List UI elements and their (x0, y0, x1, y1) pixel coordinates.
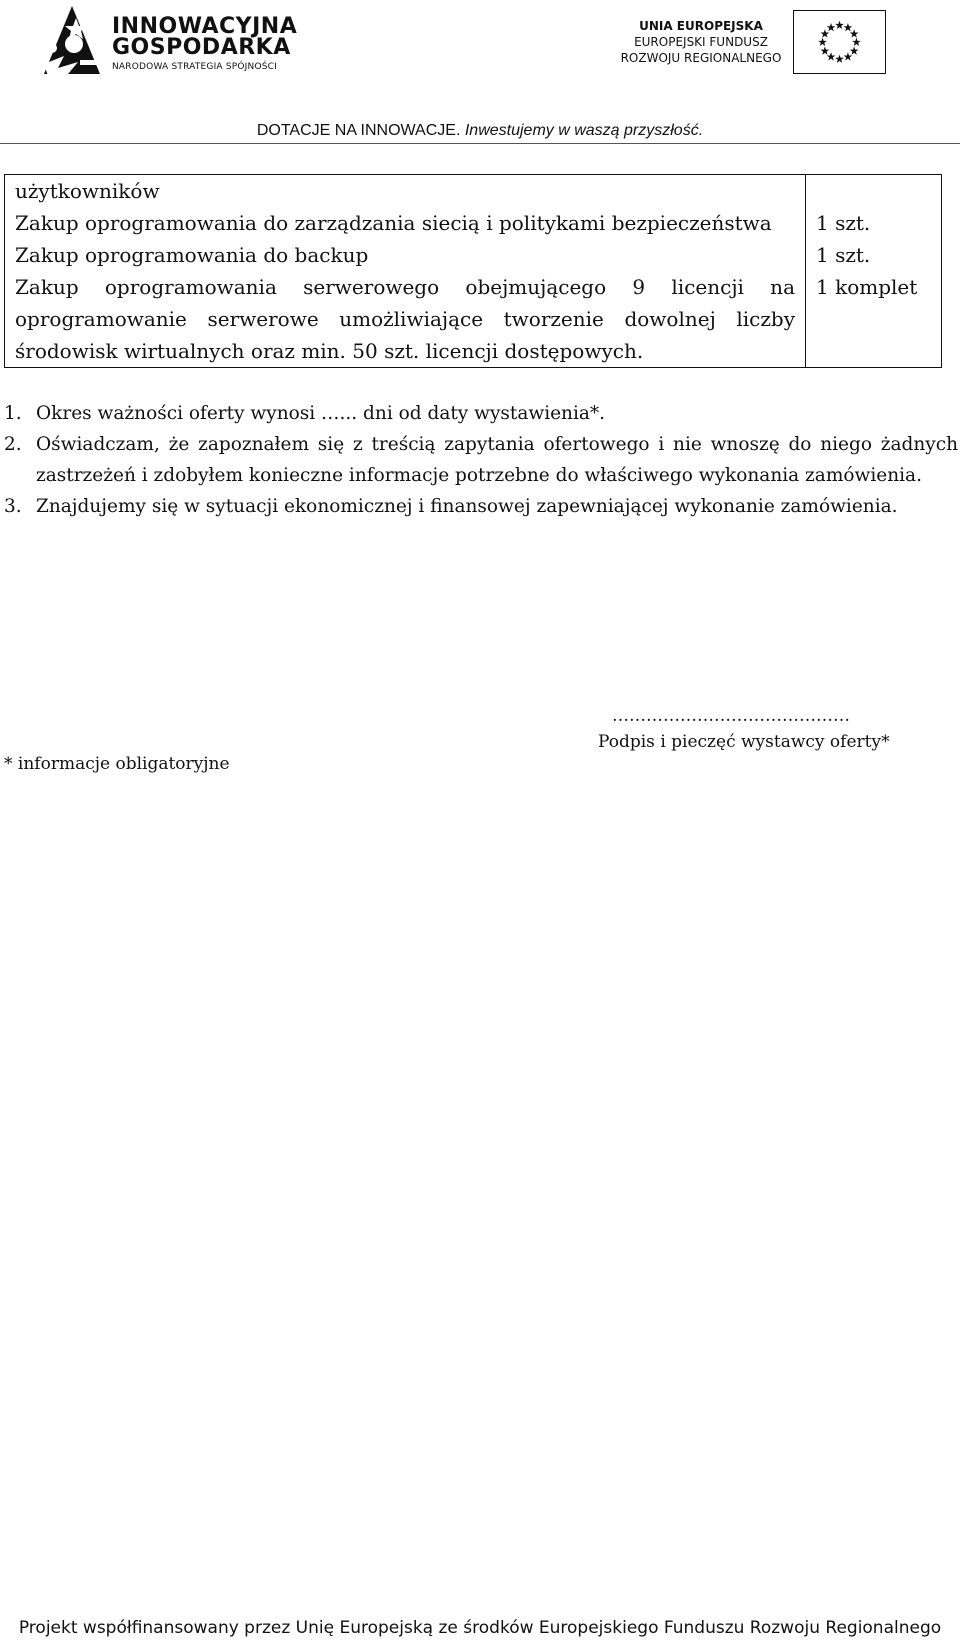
program-logo-line1: INNOWACYJNA (112, 14, 298, 39)
row-qty-continuation (816, 175, 931, 207)
statement-text: Znajdujemy się w sytuacji ekonomicznej i finansowej zapewniającej wykonanie zamówienia. (36, 496, 898, 517)
statement-text: Okres ważności oferty wynosi …... dni od daty wystawienia*. (36, 403, 606, 424)
program-logo-subtitle: NARODOWA STRATEGIA SPÓJNOŚCI (112, 62, 277, 72)
header-tagline (0, 122, 960, 140)
eu-flag-icon (793, 10, 886, 74)
statement-text: Oświadczam, że zapoznałem się z treścią zapytania ofertowego i nie wnoszę do niego żadnych zastrzeżeń i zdobyłem konieczne informacje potrzebne do właściwego wykonania zamówienia. (36, 434, 958, 486)
row-qty-backup-software: 1 szt. (816, 243, 871, 267)
tagline-italic: Inwestujemy w waszą przyszłość. (464, 122, 704, 139)
eu-line1: UNIA EUROPEJSKA (639, 19, 763, 33)
row-desc-network-software: Zakup oprogramowania do zarządzania siecią i politykami bezpieczeństwa (15, 211, 772, 235)
page-footer: Projekt współfinansowany przez Unię Europejską ze środków Europejskiego Funduszu Rozwoju Regionalnego (18, 1618, 942, 1638)
row-qty-network-software: 1 szt. (816, 211, 871, 235)
row-desc-backup-software: Zakup oprogramowania do backup (15, 243, 369, 267)
program-logo-line2: GOSPODARKA (112, 35, 291, 60)
table-cell-quantity (806, 175, 942, 368)
eu-line3: ROZWOJU REGIONALNEGO (620, 51, 782, 65)
table-row (5, 175, 942, 368)
list-item (4, 429, 958, 491)
statement-number: 1. (4, 403, 22, 424)
header-divider (0, 143, 960, 144)
order-items-table (4, 174, 942, 368)
page-header (0, 0, 960, 145)
row-desc-continuation: użytkowników (15, 179, 160, 203)
signature-line: …………………………………… (612, 706, 850, 726)
statements-list (4, 398, 958, 522)
eu-line2: EUROPEJSKI FUNDUSZ (634, 35, 768, 49)
row-desc-server-software: Zakup oprogramowania serwerowego obejmującego 9 licencji na oprogramowanie serwerowe umożliwiające tworzenie dowolnej liczby środowisk wirtualnych oraz min. 50 szt. licencji dostępowych. (15, 275, 795, 363)
row-qty-server-software: 1 komplet (816, 275, 918, 299)
innowacyjna-gospodarka-logo-icon (38, 4, 108, 80)
statement-number: 2. (4, 434, 22, 455)
list-item (4, 398, 958, 429)
eu-logo-text (620, 18, 782, 66)
table-cell-description (5, 175, 806, 368)
statement-number: 3. (4, 496, 22, 517)
tagline-plain: DOTACJE NA INNOWACJE. (256, 122, 461, 139)
footnote: * informacje obligatoryjne (4, 754, 230, 774)
list-item (4, 491, 958, 522)
signature-label: Podpis i pieczęć wystawcy oferty* (598, 732, 890, 752)
program-logo-title (112, 16, 297, 58)
